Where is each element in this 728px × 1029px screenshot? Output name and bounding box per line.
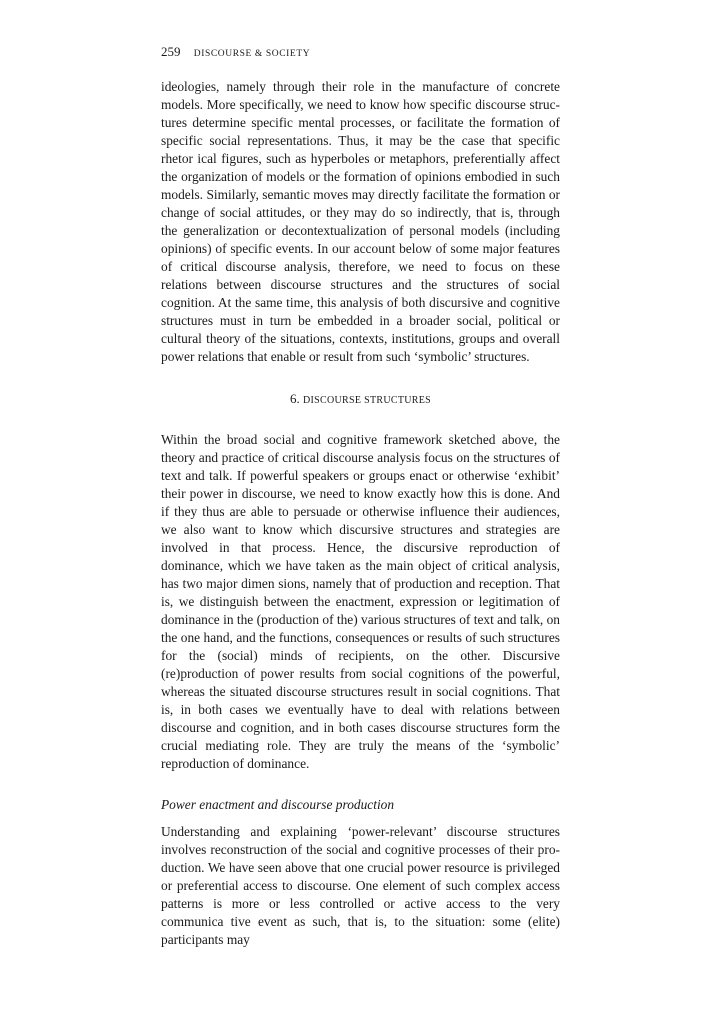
paragraph-understanding: Understanding and explaining ‘power-relevant’ discourse structures involves reconstruction of the social and cognitive processes of their pro duction. We have seen above that one crucial power resource is privileged or preferential access to discourse. One element of such complex access patterns is more or less controlled or active access to the very communica tive event as such, that is, to the situation: some (elite) participants may — [161, 824, 560, 947]
section-number: 6. — [290, 391, 300, 406]
subsection-heading: Power enactment and discourse production — [161, 797, 395, 812]
paragraph-ideologies: ideologies, namely through their role in the manufacture of concrete models. More specifically, we need to know how specific discourse struc tures determine specific mental processes, or facilitate the formation of specific social representations. Thus, it may be the case that specific rhetor ical figures, such as hyperboles or metaphors, preferentially affect the organization of models or the formation of opinions embodied in such models. Similarly, semantic moves may directly facilitate the formation or change of social attitudes, or they may do so indirectly, that is, through the generalization or decontextualization of personal models (including opinions) of specific events. In our account below of some major features of critical discourse analysis, therefore, we need to focus on these relations between discourse structures and the structures of social cognition. At the same time, this analysis of both discursive and cognitive structures must in turn be embedded in a broader social, political or cultural theory of the situations, contexts, institutions, groups and overall power relations that enable or result from such ‘symbolic’ structures. — [161, 79, 560, 364]
section-heading — [161, 390, 560, 410]
running-header — [161, 44, 560, 62]
journal-title: DISCOURSE & SOCIETY — [193, 49, 311, 59]
document-page — [161, 44, 560, 949]
paragraph-within-framework: Within the broad social and cognitive framework sketched above, the theory and practice of critical discourse analysis focus on the structures of text and talk. If powerful speakers or groups enact or otherwise ‘exhibit’ their power in discourse, we need to know exactly how this is done. And if they thus are able to persuade or otherwise influence their audiences, we also want to know which discursive structures and strategies are involved in that process. Hence, the discursive reproduction of dominance, which we have taken as the main object of critical analysis, has two major dimen sions, namely that of production and reception. That is, we distinguish between the enactment, expression or legitimation of dominance in the (production of the) various structures of text and talk, on the one hand, and the functions, consequences or results of such structures for the (social) minds of recipients, on the other. Discursive (re)production of power results from social cognitions of the powerful, whereas the situated discourse structures result in social cognitions. That is, in both cases we eventually have to deal with relations between discourse and cognition, and in both cases discourse structures form the crucial mediating role. They are truly the means of the ‘symbolic’ reproduction of dominance. — [161, 432, 561, 771]
section-title: DISCOURSE STRUCTURES — [303, 395, 431, 406]
page-number: 259 — [161, 44, 181, 59]
